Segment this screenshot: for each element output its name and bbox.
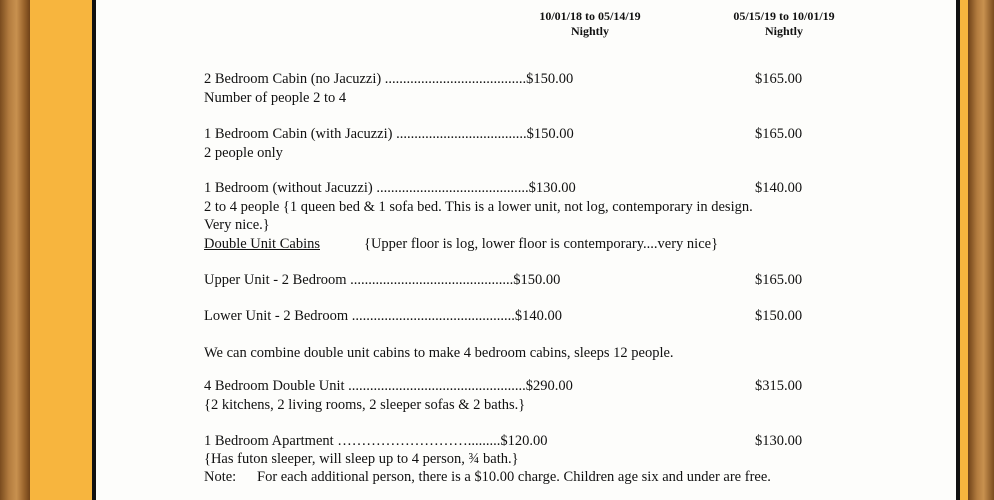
rate-row-label: 4 Bedroom Double Unit .................................................$290.00 (204, 378, 573, 394)
rate-row-price-2: $165.00 (755, 272, 803, 288)
note-label: Note: (204, 469, 237, 485)
rate-row-label: 1 Bedroom Cabin (with Jacuzzi) ....................................$150.00 (204, 126, 574, 142)
rate-row-label: Upper Unit - 2 Bedroom .............................................$150.00 (204, 272, 561, 288)
rate-row-label: 1 Bedroom (without Jacuzzi) ..........................................$130.00 (204, 180, 576, 196)
wood-trim-right (968, 0, 994, 500)
rate-row-note-continued: Very nice.} (204, 217, 270, 233)
rate-row-price-2: $165.00 (755, 126, 803, 142)
column-2-rate: Nightly (764, 24, 803, 38)
rate-row-price-2: $140.00 (755, 180, 803, 196)
column-1-rate: Nightly (570, 24, 609, 38)
rate-row-note: Number of people 2 to 4 (204, 90, 347, 106)
rate-row-note: 2 to 4 people {1 queen bed & 1 sofa bed. This is a lower unit, not log, contemporary in design. (204, 199, 753, 215)
rate-row-label: 1 Bedroom Apartment ……………………….........$120.00 (204, 433, 548, 449)
wood-trim-left (0, 0, 30, 500)
rate-row-price-2: $315.00 (755, 378, 803, 394)
frame-border-right (956, 0, 960, 500)
column-2-dates: 05/15/19 to 10/01/19 (733, 9, 835, 23)
rate-row-note: 2 people only (204, 145, 283, 161)
rate-row-price-2: $165.00 (755, 71, 803, 87)
column-header-1 (528, 9, 652, 39)
section-heading: Double Unit Cabins (204, 236, 320, 252)
rate-row-label: Lower Unit - 2 Bedroom .............................................$140.00 (204, 308, 563, 324)
rate-row-price-2: $130.00 (755, 433, 803, 449)
note-text: For each additional person, there is a $10.00 charge. Children age six and under are free. (257, 469, 771, 485)
rate-sheet (96, 0, 956, 500)
section-description: {Upper floor is log, lower floor is contemporary....very nice} (364, 236, 719, 252)
rate-row-note: {Has futon sleeper, will sleep up to 4 person, ¾ bath.} (204, 451, 519, 467)
column-1-dates: 10/01/18 to 05/14/19 (539, 9, 641, 23)
rate-row-note: {2 kitchens, 2 living rooms, 2 sleeper sofas & 2 baths.} (204, 397, 526, 413)
column-header-2 (722, 9, 846, 39)
rate-row-label: 2 Bedroom Cabin (no Jacuzzi) .......................................$150.00 (204, 71, 574, 87)
rate-row-price-2: $150.00 (755, 308, 803, 324)
info-text: We can combine double unit cabins to make 4 bedroom cabins, sleeps 12 people. (204, 345, 674, 361)
